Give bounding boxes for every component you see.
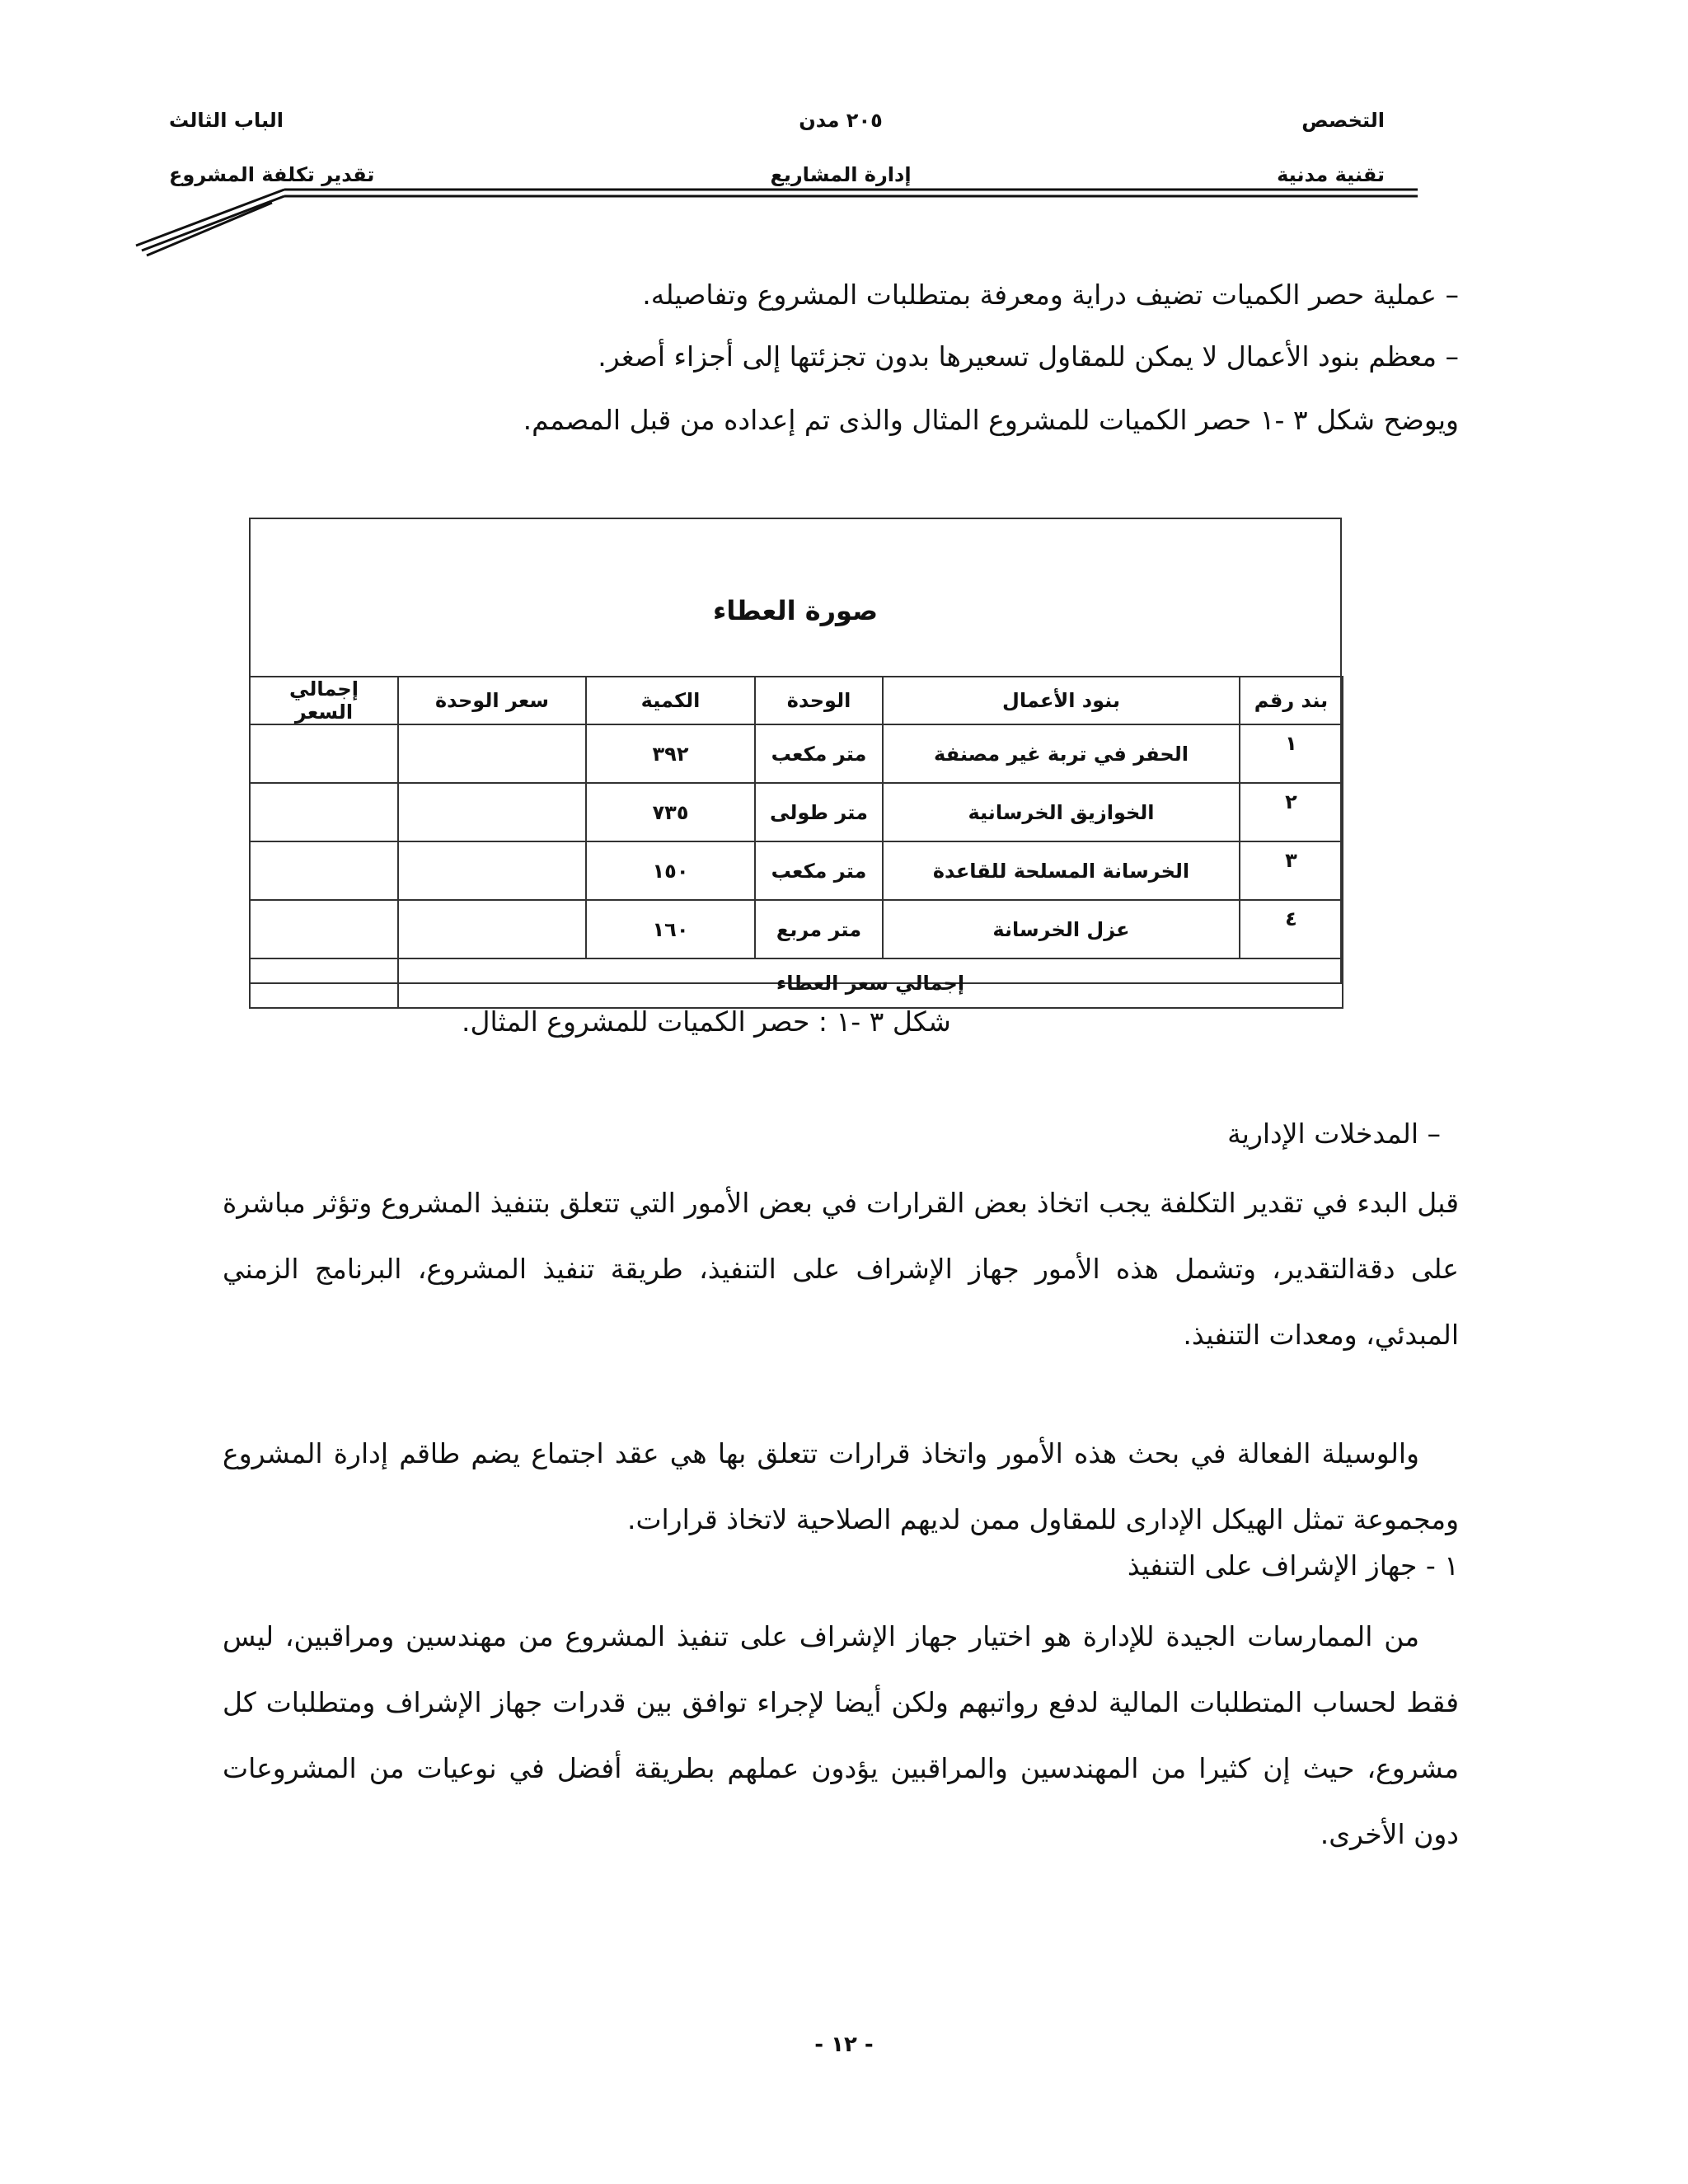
section-heading-supervision: ١ - جهاز الإشراف على التنفيذ <box>1127 1549 1459 1582</box>
total-bid-value <box>250 958 398 1008</box>
cell-work-item: الخرسانة المسلحة للقاعدة <box>883 841 1240 900</box>
header-rule <box>0 0 1688 272</box>
cell-unit-price <box>398 783 586 841</box>
intro-figure-reference: ويوضح شكل ٣ -١ حصر الكميات للمشروع المثال والذى تم إعداده من قبل المصمم. <box>523 404 1459 436</box>
intro-bullet-1: – عملية حصر الكميات تضيف دراية ومعرفة بمتطلبات المشروع وتفاصيله. <box>642 279 1459 311</box>
cell-item-no: ٤ <box>1240 900 1343 958</box>
cell-unit: متر طولى <box>755 783 883 841</box>
table-row <box>250 783 1343 841</box>
col-header-work-items: بنود الأعمال <box>883 677 1240 724</box>
header-specialty-label: التخصص <box>1301 109 1385 132</box>
cell-total-price <box>250 900 398 958</box>
cell-unit-price <box>398 724 586 783</box>
bid-table-frame <box>249 518 1342 995</box>
cell-quantity: ١٥٠ <box>586 841 755 900</box>
table-row <box>250 900 1343 958</box>
header-course-code: ٢٠٥ مدن <box>799 109 883 132</box>
paragraph-supervision: من الممارسات الجيدة للإدارة هو اختيار جهاز الإشراف على تنفيذ المشروع من مهندسين ومراقبين، ليس فقط لحساب المتطلبات المالية لدفع رواتبهم ولكن أيضا لإجراء توافق بين قدرات جهاز الإشراف ومتطلبات كل مشروع، حيث إن كثيرا من المهندسين والمراقبين يؤدون عملهم بطريقة أفضل في نوعيات من المشروعات دون الأخرى. <box>223 1620 1459 1850</box>
col-header-unit: الوحدة <box>755 677 883 724</box>
cell-item-no: ٢ <box>1240 783 1343 841</box>
page-number: - ١٢ - <box>814 2032 874 2057</box>
table-row <box>250 724 1343 783</box>
cell-work-item: عزل الخرسانة <box>883 900 1240 958</box>
figure-caption: شكل ٣ -١ : حصر الكميات للمشروع المثال. <box>462 1005 951 1038</box>
col-header-quantity: الكمية <box>586 677 755 724</box>
cell-unit-price <box>398 900 586 958</box>
cell-work-item: الخوازيق الخرسانية <box>883 783 1240 841</box>
cell-total-price <box>250 783 398 841</box>
header-specialty-value: تقنية مدنية <box>1277 163 1385 186</box>
cell-unit: متر مكعب <box>755 841 883 900</box>
bid-table-title: صورة العطاء <box>712 595 879 626</box>
section-heading-admin-inputs: – المدخلات الإدارية <box>1227 1118 1441 1150</box>
col-header-item-no: بند رقم <box>1240 677 1343 724</box>
cell-unit-price <box>398 841 586 900</box>
paragraph-effective-means: والوسيلة الفعالة في بحث هذه الأمور واتخاذ قرارات تتعلق بها هي عقد اجتماع يضم طاقم إدارة المشروع ومجموعة تمثل الهيكل الإدارى للمقاول ممن لديهم الصلاحية لاتخاذ قرارات. <box>223 1437 1459 1535</box>
cell-unit: متر مربع <box>755 900 883 958</box>
col-header-unit-price: سعر الوحدة <box>398 677 586 724</box>
paragraph-admin-inputs: قبل البدء في تقدير التكلفة يجب اتخاذ بعض القرارات في بعض الأمور التي تتعلق بتنفيذ المشروع وتؤثر مباشرة على دقةالتقدير، وتشمل هذه الأمور جهاز الإشراف على التنفيذ، طريقة تنفيذ المشروع، البرنامج الزمني المبدئي، ومعدات التنفيذ. <box>223 1187 1459 1351</box>
cell-total-price <box>250 841 398 900</box>
total-bid-label: إجمالي سعر العطاء <box>398 958 1343 1008</box>
cell-quantity: ٣٩٢ <box>586 724 755 783</box>
table-header-row <box>250 677 1343 724</box>
table-total-row <box>250 958 1343 1008</box>
header-course-name: إدارة المشاريع <box>770 163 912 186</box>
header-chapter-title: تقدير تكلفة المشروع <box>169 163 375 186</box>
intro-bullet-2: – معظم بنود الأعمال لا يمكن للمقاول تسعيرها بدون تجزئتها إلى أجزاء أصغر. <box>598 340 1459 373</box>
bid-table <box>249 676 1343 1009</box>
col-header-total-price: إجمالي السعر <box>250 677 398 724</box>
cell-item-no: ٣ <box>1240 841 1343 900</box>
cell-item-no: ١ <box>1240 724 1343 783</box>
cell-total-price <box>250 724 398 783</box>
cell-quantity: ٧٣٥ <box>586 783 755 841</box>
header-chapter-label: الباب الثالث <box>169 109 284 132</box>
cell-work-item: الحفر في تربة غير مصنفة <box>883 724 1240 783</box>
cell-quantity: ١٦٠ <box>586 900 755 958</box>
cell-unit: متر مكعب <box>755 724 883 783</box>
table-row <box>250 841 1343 900</box>
